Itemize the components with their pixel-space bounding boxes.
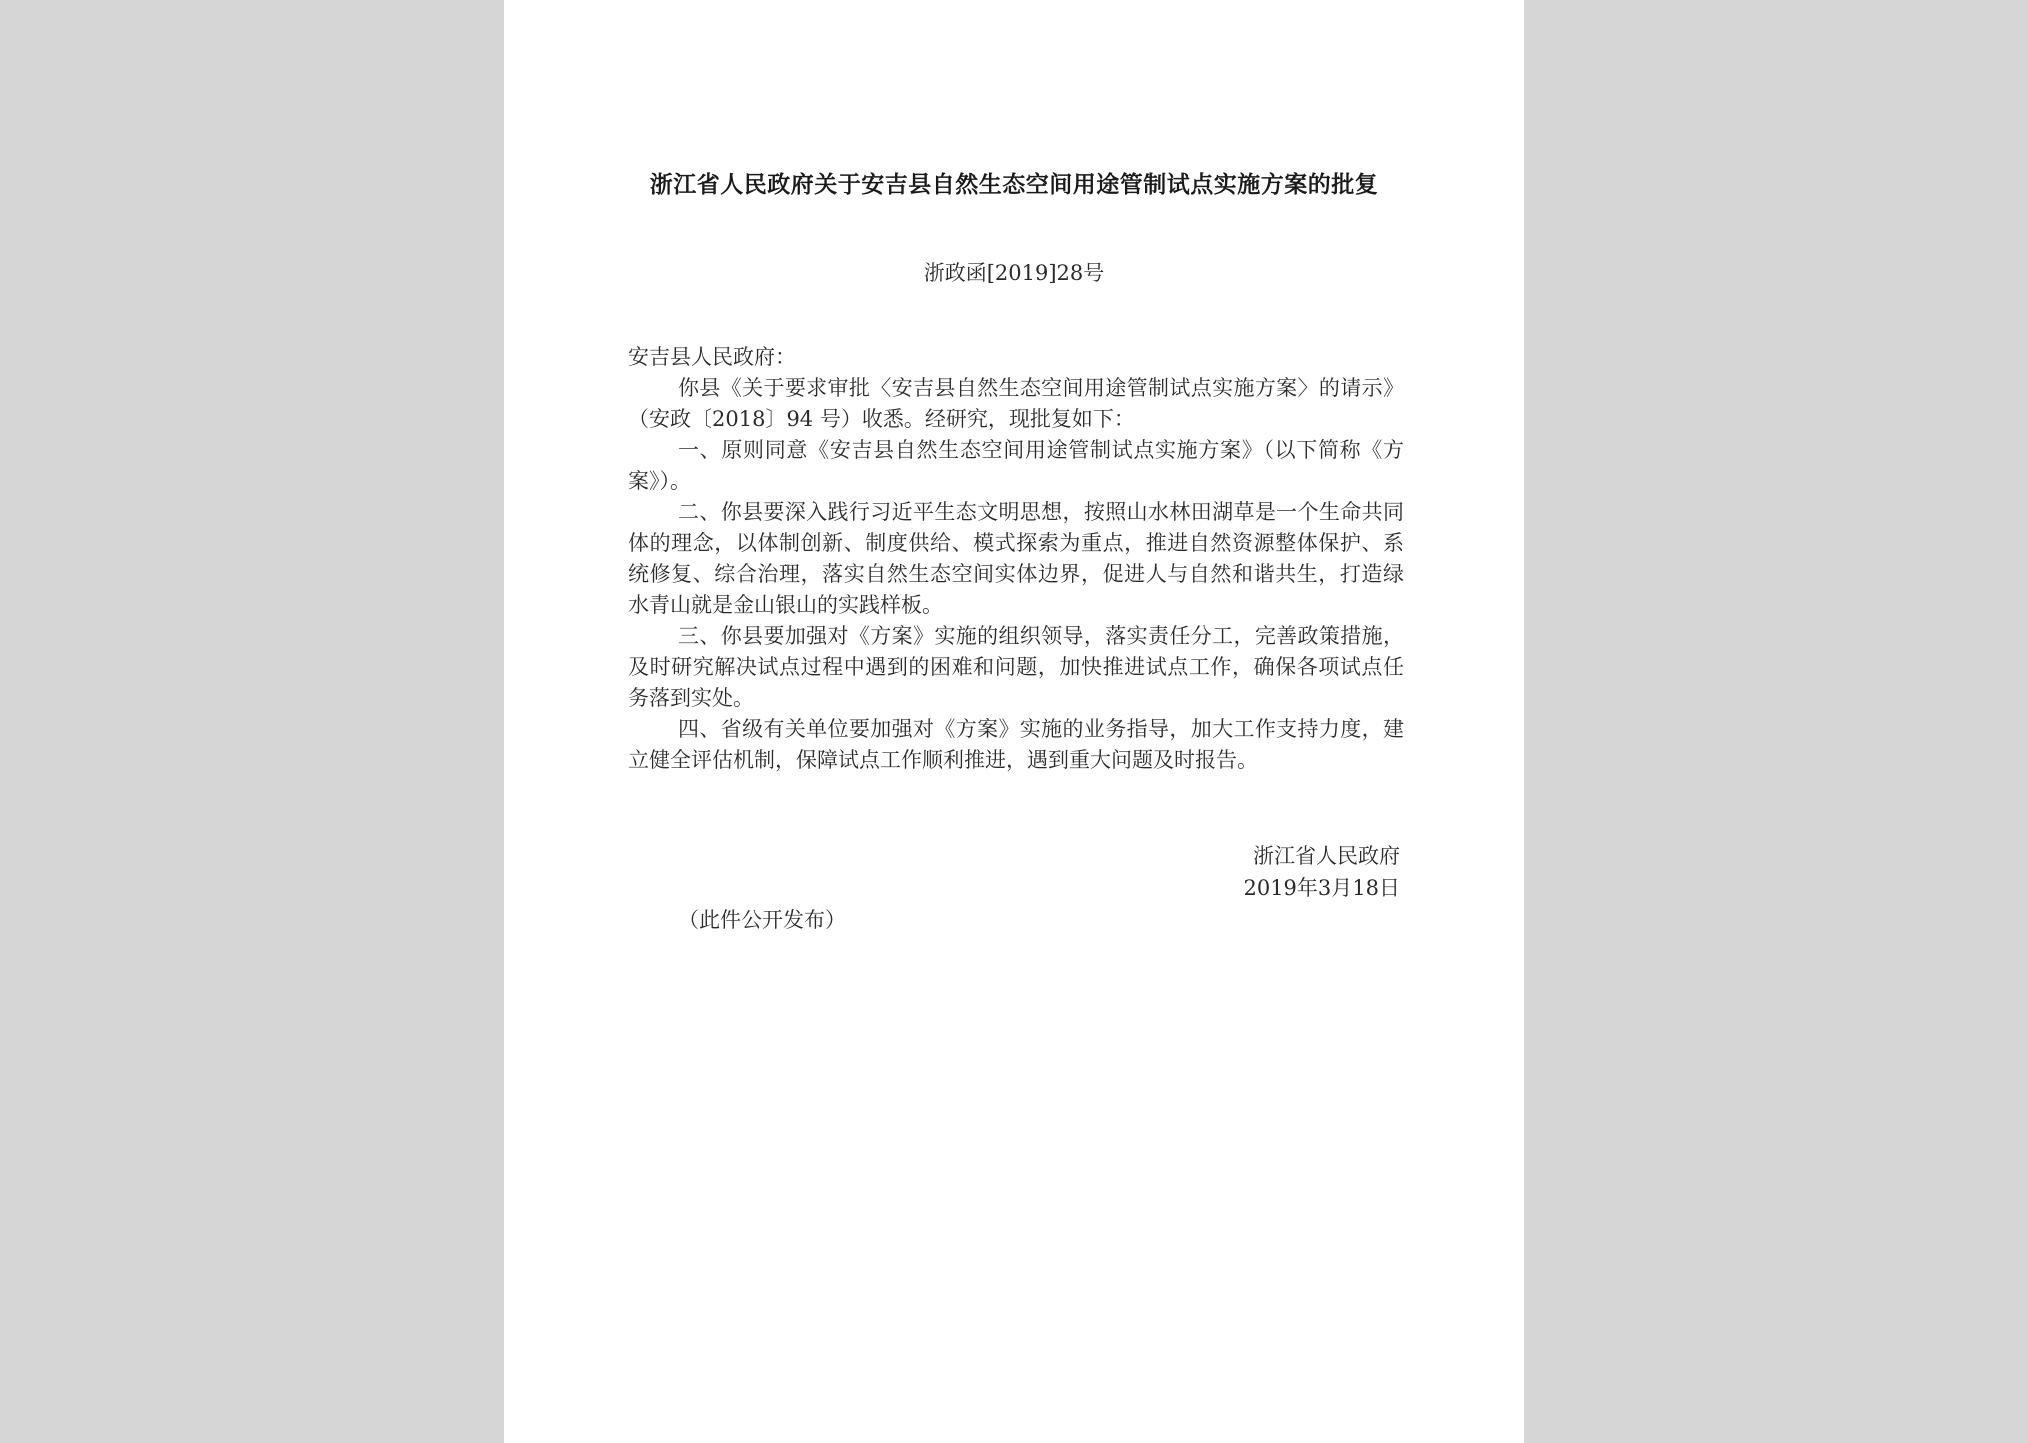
document-title: 浙江省人民政府关于安吉县自然生态空间用途管制试点实施方案的批复 bbox=[649, 171, 1379, 198]
document-body bbox=[628, 342, 1404, 776]
paragraph-item-2: 二、你县要深入践行习近平生态文明思想，按照山水林田湖草是一个生命共同体的理念，以体制创新、制度供给、模式探索为重点，推进自然资源整体保护、系统修复、综合治理，落实自然生态空间实体边界，促进人与自然和谐共生，打造绿水青山就是金山银山的实践样板。 bbox=[628, 500, 1404, 617]
salutation: 安吉县人民政府： bbox=[628, 345, 796, 369]
document-number: 浙政函[2019]28号 bbox=[923, 261, 1105, 285]
signature-block bbox=[1243, 840, 1400, 904]
publication-note: （此件公开发布） bbox=[678, 908, 846, 932]
document-page bbox=[504, 0, 1524, 1443]
paragraph-item-3: 三、你县要加强对《方案》实施的组织领导，落实责任分工，完善政策措施，及时研究解决试点过程中遇到的困难和问题，加快推进试点工作，确保各项试点任务落到实处。 bbox=[628, 624, 1404, 710]
issuer-name: 浙江省人民政府 bbox=[1253, 844, 1400, 868]
paragraph-item-4: 四、省级有关单位要加强对《方案》实施的业务指导，加大工作支持力度，建立健全评估机制，保障试点工作顺利推进，遇到重大问题及时报告。 bbox=[628, 717, 1404, 772]
issue-date: 2019年3月18日 bbox=[1243, 876, 1400, 900]
paragraph-intro: 你县《关于要求审批〈安吉县自然生态空间用途管制试点实施方案〉的请示》（安政〔2018〕94 号）收悉。经研究，现批复如下： bbox=[628, 376, 1404, 431]
paragraph-item-1: 一、原则同意《安吉县自然生态空间用途管制试点实施方案》（以下简称《方案》）。 bbox=[628, 438, 1404, 493]
